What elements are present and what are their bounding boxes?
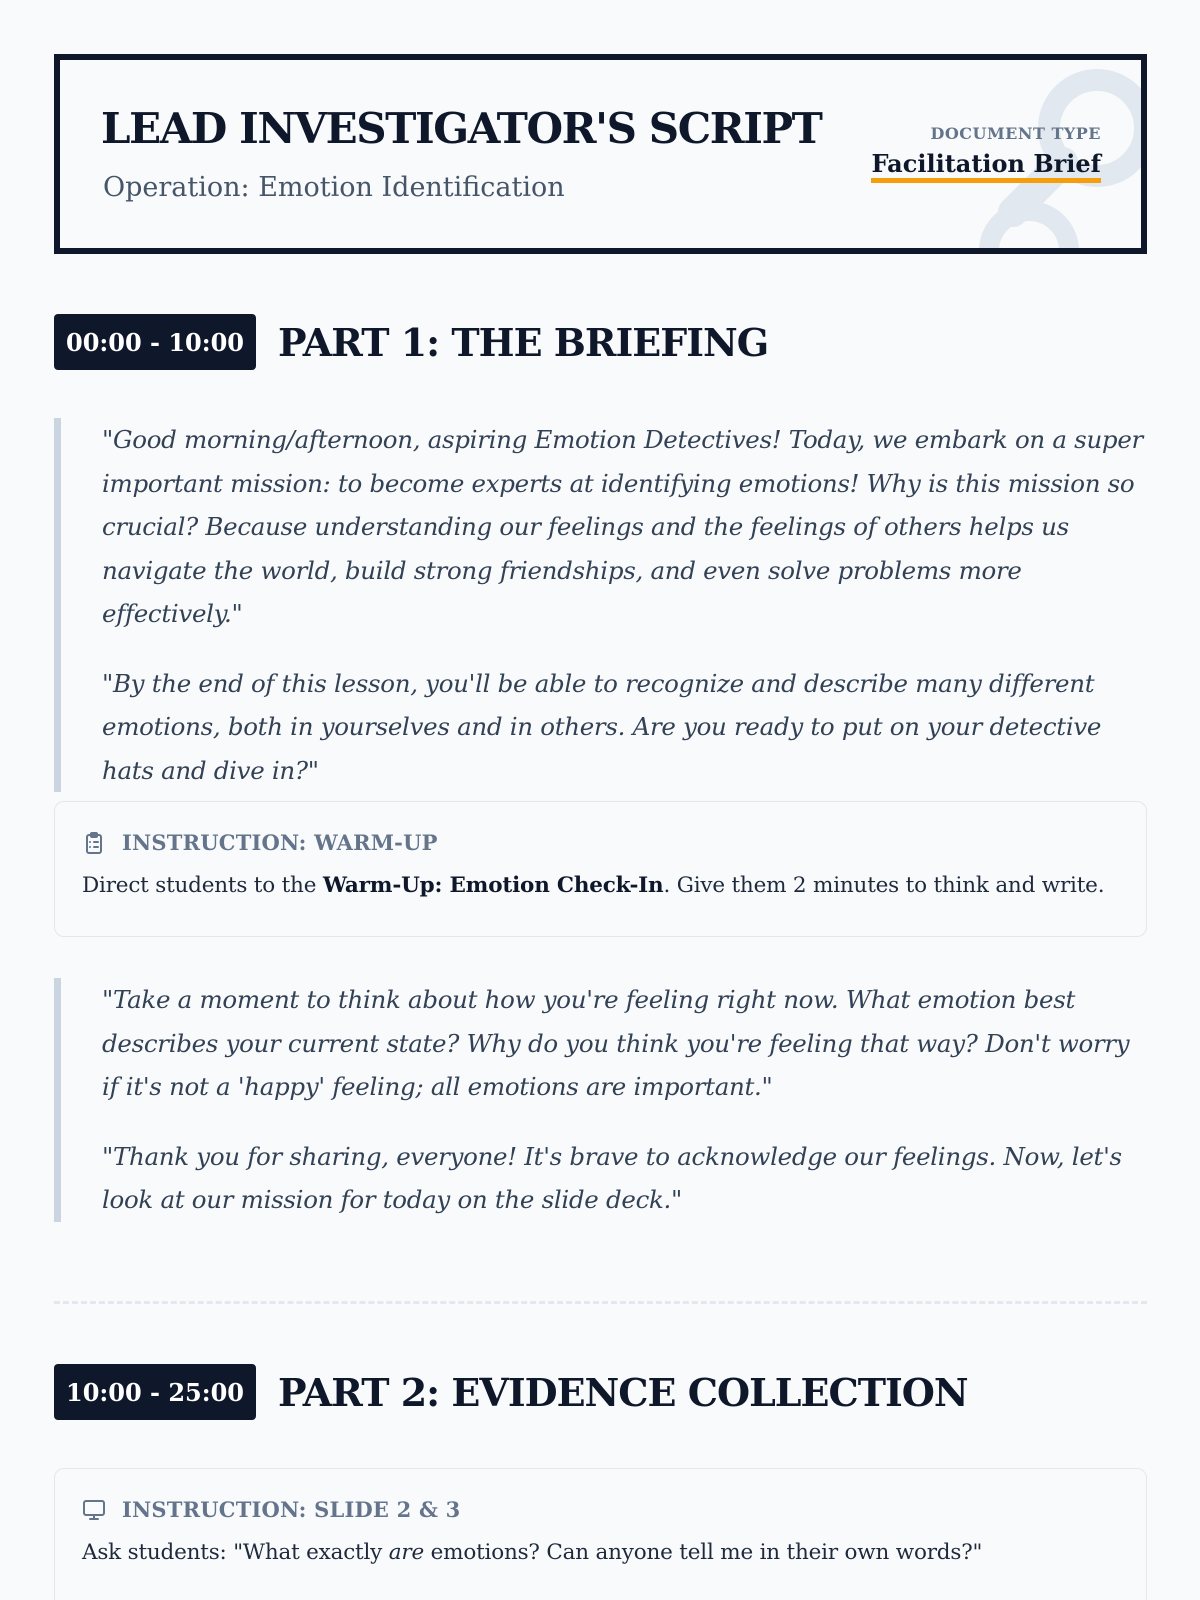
part1-heading [54,314,768,370]
facilitation-document [54,54,1147,1565]
instruction-emphasis: are [388,1540,424,1565]
instruction-text: Direct students to the Warm-Up: Emotion Check-In. Give them 2 minutes to think and write. [82,873,1105,898]
document-header [54,54,1147,254]
script-quote [54,418,1147,792]
section-divider [54,1301,1147,1304]
instruction-emphasis: Warm-Up: Emotion Check-In [322,873,664,898]
part1-time-badge: 00:00 - 10:00 [54,314,256,370]
document-type-value: Facilitation Brief [871,149,1101,183]
document-type-block [871,124,1101,183]
page-title: LEAD INVESTIGATOR'S SCRIPT [101,104,822,153]
instruction-text: Ask students: "What exactly are emotions? Can anyone tell me in their own words?" [82,1540,983,1565]
instruction-card-warmup [54,801,1147,937]
quote-paragraph: "By the end of this lesson, you'll be able to recognize and describe many different emotions, both in yourselves and in others. Are you ready to put on your detective hats and dive in?" [102,668,1102,785]
part2-heading [54,1364,968,1420]
clipboard-icon [82,831,106,855]
monitor-icon [82,1498,106,1522]
document-type-label: DOCUMENT TYPE [930,124,1101,143]
quote-paragraph: "Thank you for sharing, everyone! It's brave to acknowledge our feelings. Now, let's look at our mission for today on the slide deck." [102,1141,1122,1214]
part2-title: PART 2: EVIDENCE COLLECTION [278,1369,968,1415]
page-subtitle: Operation: Emotion Identification [103,172,565,203]
script-quote [54,978,1147,1222]
quote-paragraph: "Take a moment to think about how you're feeling right now. What emotion best describes your current state? Why do you think you're feeling that way? Don't worry if it's not a 'happy' feeling; all emotions are important." [102,985,1130,1101]
instruction-label: INSTRUCTION: WARM-UP [122,830,438,855]
part1-title: PART 1: THE BRIEFING [278,319,769,365]
instruction-header [82,1497,1119,1522]
instruction-header [82,830,1119,855]
instruction-card-slides [54,1468,1147,1600]
quote-paragraph: "Good morning/afternoon, aspiring Emotion Detectives! Today, we embark on a super important mission: to become experts at identifying emotions! Why is this mission so crucial? Because understanding our feelings and the feelings of others helps us navigate the world, build strong friendships, and even solve problems more effectively." [102,425,1143,628]
part2-time-badge: 10:00 - 25:00 [54,1364,256,1420]
instruction-label: INSTRUCTION: SLIDE 2 & 3 [122,1497,461,1522]
